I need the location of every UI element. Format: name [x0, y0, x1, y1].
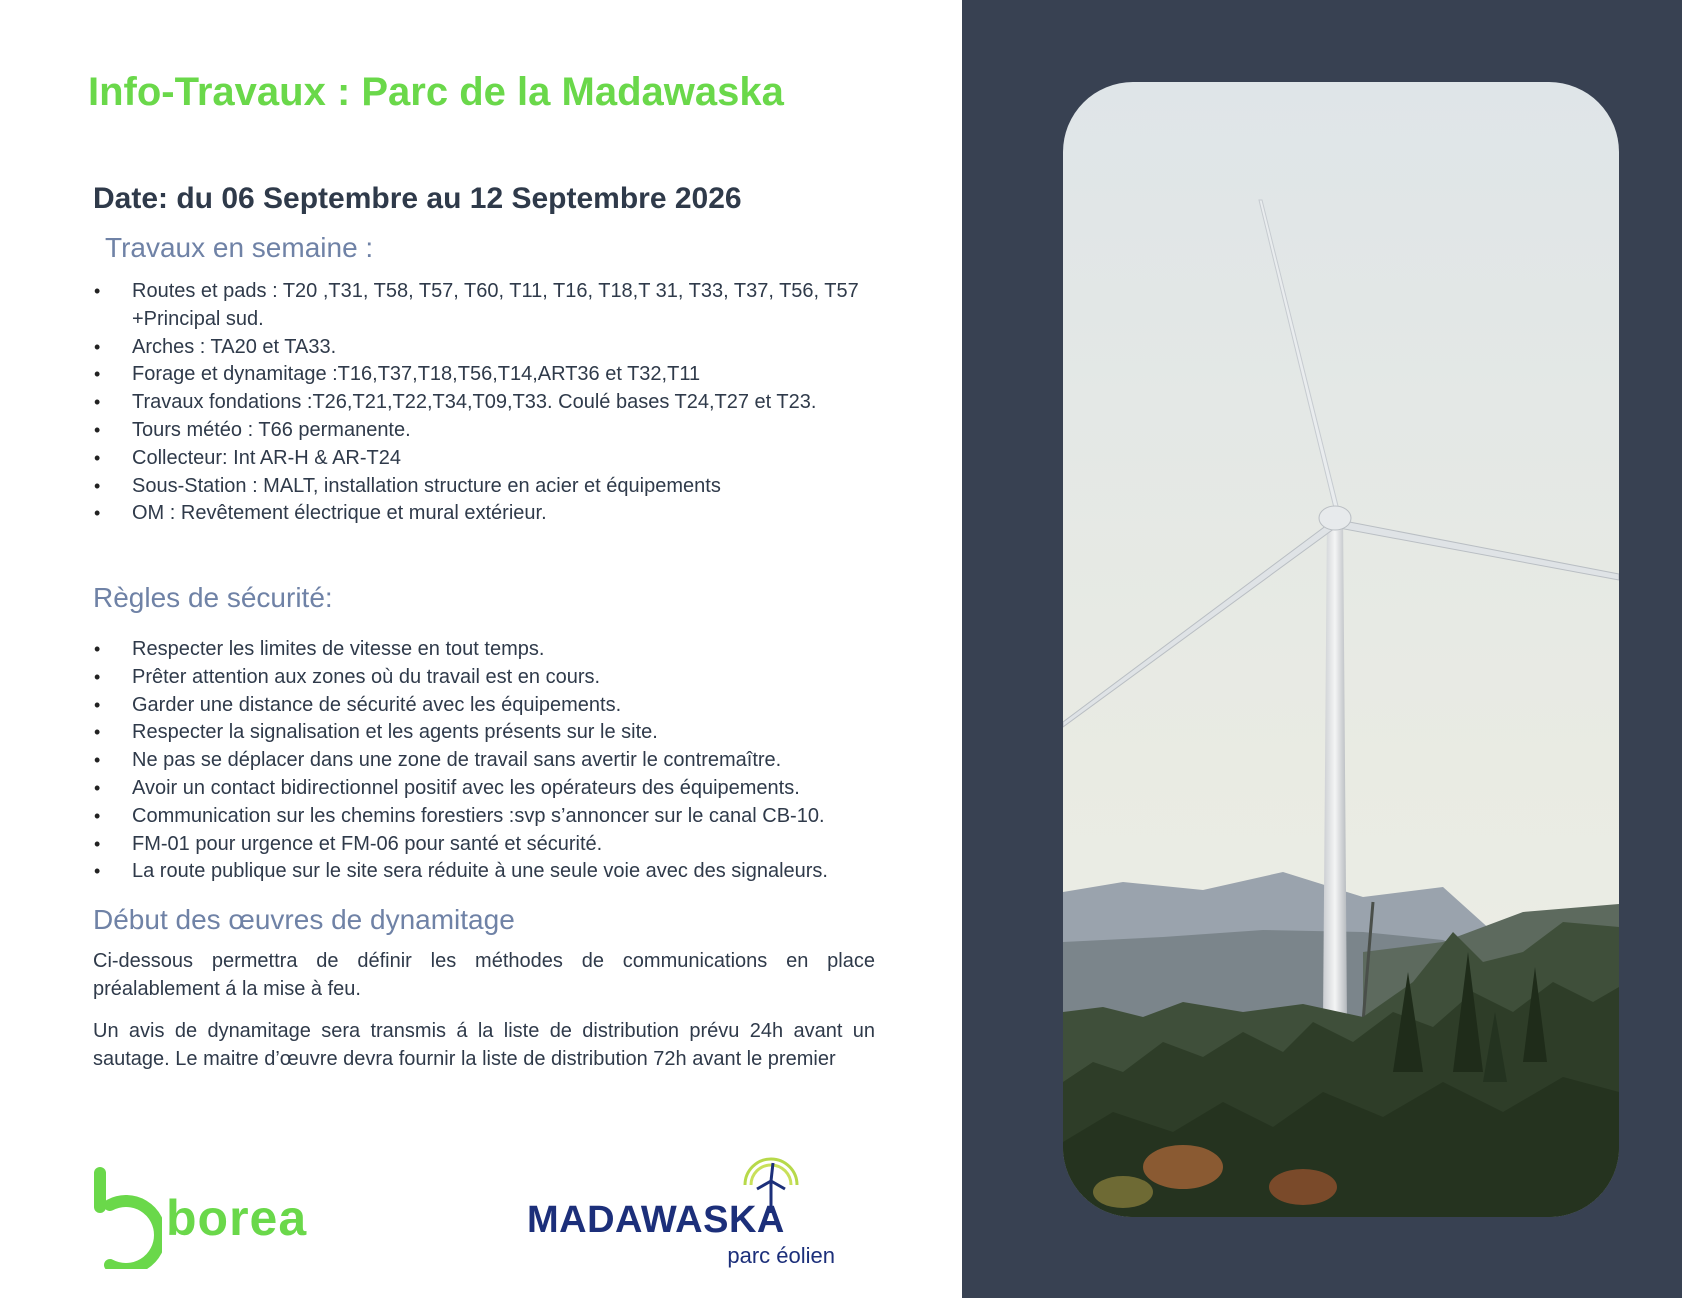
- list-item: • Sous-Station : MALT, installation structure en acier et équipements: [93, 473, 883, 501]
- list-item: • FM-01 pour urgence et FM-06 pour santé et sécurité.: [93, 831, 883, 859]
- madawaska-subtitle: parc éolien: [727, 1243, 835, 1268]
- dynamitage-paragraph-1: Ci-dessous permettra de définir les méthodes de communications en place préalablement á la mise à feu.: [93, 950, 875, 1000]
- dynamitage-heading: Début des œuvres de dynamitage: [93, 904, 515, 935]
- madawaska-wordmark: MADAWASKA: [527, 1199, 785, 1241]
- list-item: • Respecter la signalisation et les agents présents sur le site.: [93, 719, 883, 747]
- list-item: • Travaux fondations :T26,T21,T22,T34,T09,T33. Coulé bases T24,T27 et T23.: [93, 389, 883, 417]
- list-item: • Ne pas se déplacer dans une zone de travail sans avertir le contremaître.: [93, 747, 883, 775]
- date-range: Date: du 06 Septembre au 12 Septembre 2026: [93, 182, 742, 215]
- list-item: • Garder une distance de sécurité avec les équipements.: [93, 692, 883, 720]
- list-item: • Routes et pads : T20 ,T31, T58, T57, T60, T11, T16, T18,T 31, T33, T37, T56, T57 +Principal sud.: [93, 278, 883, 334]
- list-item: • Arches : TA20 et TA33.: [93, 334, 883, 362]
- travaux-heading: Travaux en semaine :: [105, 232, 374, 263]
- borea-wordmark: borea: [166, 1190, 308, 1246]
- dynamitage-paragraph-2: Un avis de dynamitage sera transmis á la liste de distribution prévu 24h avant un sautage. Le maitre d’œuvre devra fournir la liste de distribution 72h avant le premier: [93, 1020, 875, 1070]
- madawaska-logo: [525, 1155, 835, 1275]
- list-item: • Collecteur: Int AR-H & AR-T24: [93, 445, 883, 473]
- page-title: Info-Travaux : Parc de la Madawaska: [88, 70, 784, 114]
- list-item: • Respecter les limites de vitesse en tout temps.: [93, 636, 883, 664]
- list-item: • Prêter attention aux zones où du travail est en cours.: [93, 664, 883, 692]
- list-item: • Communication sur les chemins forestiers :svp s’annoncer sur le canal CB-10.: [93, 803, 883, 831]
- list-item: • Tours météo : T66 permanente.: [93, 417, 883, 445]
- list-item: • OM : Revêtement électrique et mural extérieur.: [93, 500, 883, 528]
- list-item: • Forage et dynamitage :T16,T37,T18,T56,T14,ART36 et T32,T11: [93, 361, 883, 389]
- securite-heading: Règles de sécurité:: [93, 582, 333, 613]
- borea-mark-icon: [92, 1165, 162, 1269]
- list-item: • La route publique sur le site sera réduite à une seule voie avec des signaleurs.: [93, 858, 883, 886]
- borea-logo: [92, 1165, 354, 1269]
- wind-turbine-photo: [1063, 82, 1619, 1217]
- list-item: • Avoir un contact bidirectionnel positif avec les opérateurs des équipements.: [93, 775, 883, 803]
- travaux-list: [93, 278, 883, 528]
- securite-list: [93, 636, 883, 886]
